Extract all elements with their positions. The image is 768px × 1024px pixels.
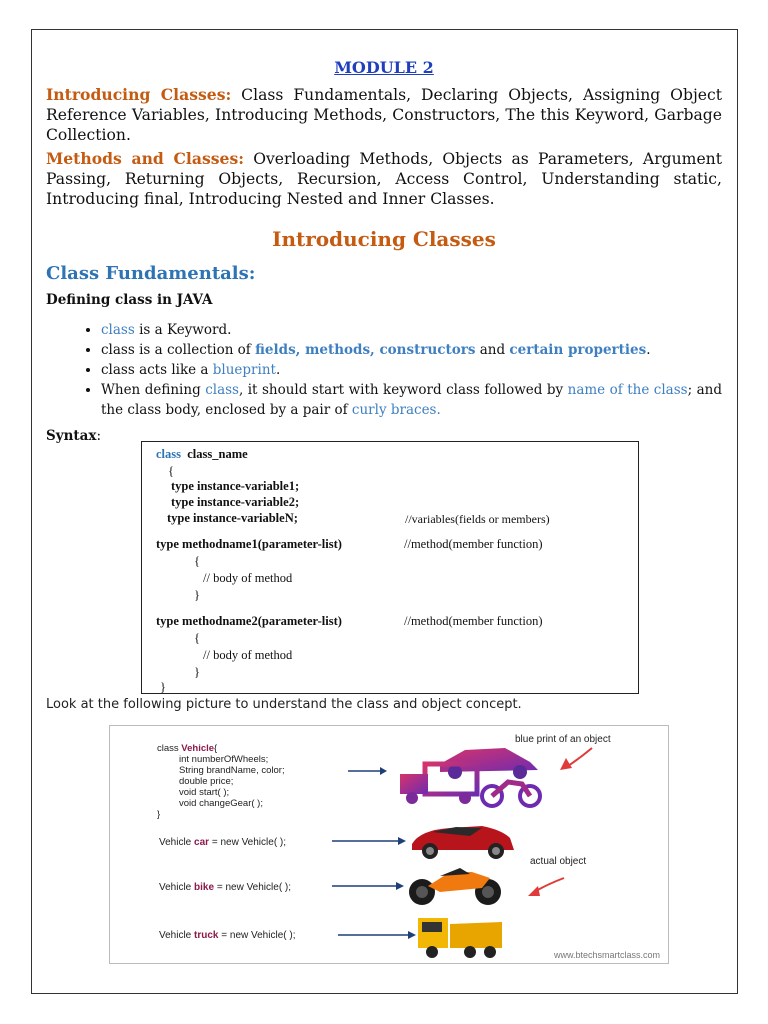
class-close-brace: }: [160, 680, 166, 694]
bullet-text: When defining: [101, 382, 206, 398]
class-declaration: [156, 447, 248, 462]
bullet-text: class is a collection of: [101, 342, 256, 358]
class-name: class_name: [187, 447, 248, 461]
fig-class-brace: {: [214, 743, 218, 754]
fig-car-post: = new Vehicle( );: [209, 837, 287, 848]
section-title: Introducing Classes: [272, 227, 496, 251]
fig-field-3: double price;: [179, 776, 234, 787]
red-arrowhead-actual: [528, 886, 540, 896]
syntax-code-box: [141, 441, 639, 694]
fig-truck-post: = new Vehicle( );: [218, 930, 296, 941]
actual-object-label: actual object: [530, 856, 587, 867]
red-arrow-blueprint: [568, 748, 592, 766]
arrow-to-bike: [332, 882, 404, 890]
bullet-text: class acts like a: [101, 362, 213, 378]
keyword-highlight: class: [101, 322, 135, 338]
bullet-text: .: [275, 362, 281, 378]
car-image-icon: [412, 826, 514, 859]
definition-title: Defining class in JAVA: [46, 292, 213, 308]
arrow-to-car: [332, 837, 406, 845]
instance-variable-n: type instance-variableN;: [167, 511, 298, 525]
list-item: [101, 380, 722, 420]
bullet-text: .: [646, 342, 651, 358]
fig-method-a: void start( );: [179, 787, 230, 798]
list-item: [101, 340, 722, 360]
keyword-highlight: curly braces.: [351, 402, 441, 418]
bullet-text: and: [475, 342, 510, 358]
fig-bike-var: bike: [194, 882, 215, 893]
method-2-open: {: [194, 631, 200, 645]
methods-lead: Methods and Classes:: [46, 149, 244, 168]
fig-field-1: int numberOfWheels;: [179, 754, 269, 765]
fig-method-b: void changeGear( );: [179, 798, 263, 809]
methods-text: Overloading Methods, Objects as Parameters, Argument Passing, Returning Objects, Recursion, Access Control, Understanding static, Introducing final, Introducing Nested and Inner Classes.: [46, 150, 722, 208]
blueprint-vehicles-icon: [400, 748, 540, 806]
keyword-highlight: class: [205, 382, 239, 398]
blueprint-label: blue print of an object: [515, 734, 611, 745]
method-1-signature: type methodname1(parameter-list): [156, 537, 342, 551]
fig-field-2: String brandName, color;: [179, 765, 285, 776]
fig-end-brace: }: [157, 809, 161, 820]
method-2-comment: //method(member function): [404, 614, 543, 628]
look-caption: Look at the following picture to understand the class and object concept.: [46, 697, 522, 712]
syntax-colon: :: [96, 428, 102, 444]
method-1-close: }: [194, 588, 200, 602]
method-1-comment: //method(member function): [404, 537, 543, 551]
methods-paragraph: [46, 149, 722, 209]
method-2-body: // body of method: [203, 648, 293, 662]
method-1-body: // body of method: [203, 571, 293, 585]
class-object-figure: [109, 725, 669, 964]
sub-title: Class Fundamentals:: [46, 263, 256, 284]
open-brace: {: [168, 464, 174, 478]
keyword-highlight: blueprint: [212, 362, 276, 378]
fig-truck-var: truck: [194, 930, 219, 941]
method-1-open: {: [194, 554, 200, 568]
fig-truck-pre: Vehicle: [159, 930, 195, 941]
truck-image-icon: [418, 918, 502, 958]
module-title: MODULE 2: [334, 58, 434, 77]
method-2-signature: type methodname2(parameter-list): [156, 614, 342, 628]
bike-image-icon: [409, 868, 501, 905]
fig-car-var: car: [194, 837, 210, 848]
bullet-text: , it should start with keyword class followed by: [238, 382, 568, 398]
fig-bike-post: = new Vehicle( );: [214, 882, 292, 893]
fig-bike-pre: Vehicle: [159, 882, 195, 893]
bullet-text: is a Keyword.: [134, 322, 232, 338]
class-keyword: class: [156, 447, 181, 461]
figure-credit: www.btechsmartclass.com: [553, 950, 660, 960]
instance-variable-1: type instance-variable1;: [171, 479, 300, 493]
arrow-to-blueprint: [348, 767, 387, 775]
keyword-highlight: name of the class: [567, 382, 688, 398]
list-item: [101, 360, 722, 380]
keyword-highlight: fields, methods, constructors: [255, 342, 476, 358]
list-item: [101, 320, 722, 340]
fig-car-pre: Vehicle: [159, 837, 195, 848]
syntax-label-text: Syntax: [46, 428, 97, 444]
method-2-close: }: [194, 665, 200, 679]
intro-lead: Introducing Classes:: [46, 85, 232, 104]
intro-text: Class Fundamentals, Declaring Objects, Assigning Object Reference Variables, Introducing Methods, Constructors, The this Keyword, Garbage Collection.: [46, 86, 723, 144]
arrow-to-truck: [338, 931, 416, 939]
keyword-highlight: certain properties: [509, 342, 647, 358]
instance-variable-2: type instance-variable2;: [171, 495, 300, 509]
bullet-text: ; and the class body, enclosed by a pair of: [101, 382, 722, 418]
figure-graphics: [110, 726, 670, 965]
bullet-list: [46, 320, 722, 420]
intro-paragraph: [46, 85, 722, 145]
variables-comment: //variables(fields or members): [405, 512, 550, 526]
fig-class-keyword: class: [157, 743, 182, 754]
document-body: [46, 58, 722, 444]
fig-class-name: Vehicle: [181, 743, 215, 754]
